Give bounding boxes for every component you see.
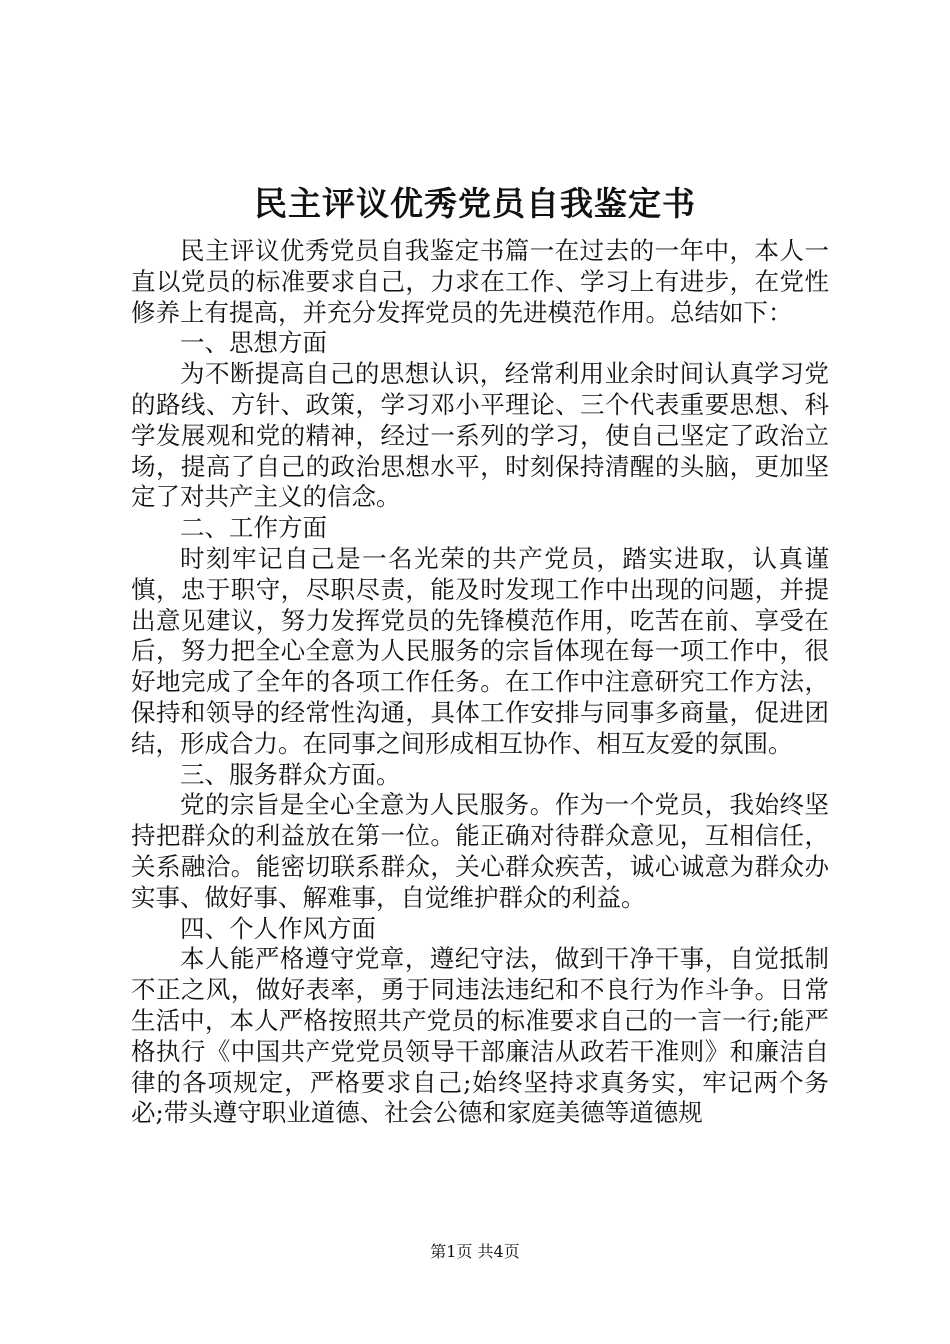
paragraph-service: 党的宗旨是全心全意为人民服务。作为一个党员，我始终坚持把群众的利益放在第一位。能正确对待群众意见，互相信任，关系融洽。能密切联系群众，关心群众疾苦，诚心诚意为群众办实事、做好事、解难事，自觉维护群众的利益。 [131,790,829,912]
section-heading-thought: 一、思想方面 [180,328,327,358]
paragraph-conduct: 本人能严格遵守党章，遵纪守法，做到干净干事，自觉抵制不正之风，做好表率，勇于同违法违纪和不良行为作斗争。日常生活中，本人严格按照共产党员的标准要求自己的一言一行;能严格执行《中国共产党党员领导干部廉洁从政若干准则》和廉洁自律的各项规定，严格要求自己;始终坚持求真务实，牢记两个务必;带头遵守职业道德、社会公德和家庭美德等道德规 [131,944,829,1128]
paragraph-work: 时刻牢记自己是一名光荣的共产党员，踏实进取，认真谨慎，忠于职守，尽职尽责，能及时发现工作中出现的问题，并提出意见建议，努力发挥党员的先锋模范作用，吃苦在前、享受在后，努力把全心全意为人民服务的宗旨体现在每一项工作中，很好地完成了全年的各项工作任务。在工作中注意研究工作方法，保持和领导的经常性沟通，具体工作安排与同事多商量，促进团结，形成合力。在同事之间形成相互协作、相互友爱的氛围。 [131,543,829,758]
paragraph-thought: 为不断提高自己的思想认识，经常利用业余时间认真学习党的路线、方针、政策，学习邓小平理论、三个代表重要思想、科学发展观和党的精神，经过一系列的学习，使自己坚定了政治立场，提高了自己的政治思想水平，时刻保持清醒的头脑，更加坚定了对共产主义的信念。 [131,359,829,512]
paragraph-intro: 民主评议优秀党员自我鉴定书篇一在过去的一年中，本人一直以党员的标准要求自己，力求在工作、学习上有进步，在党性修养上有提高，并充分发挥党员的先进模范作用。总结如下： [131,236,829,327]
document-title: 民主评议优秀党员自我鉴定书 [254,184,696,223]
section-heading-conduct: 四、个人作风方面 [180,913,376,943]
document-body [131,236,829,1129]
section-heading-work: 二、工作方面 [180,513,327,543]
section-heading-service: 三、服务群众方面。 [180,759,401,789]
page-number-footer: 第1页 共4页 [430,1242,520,1261]
